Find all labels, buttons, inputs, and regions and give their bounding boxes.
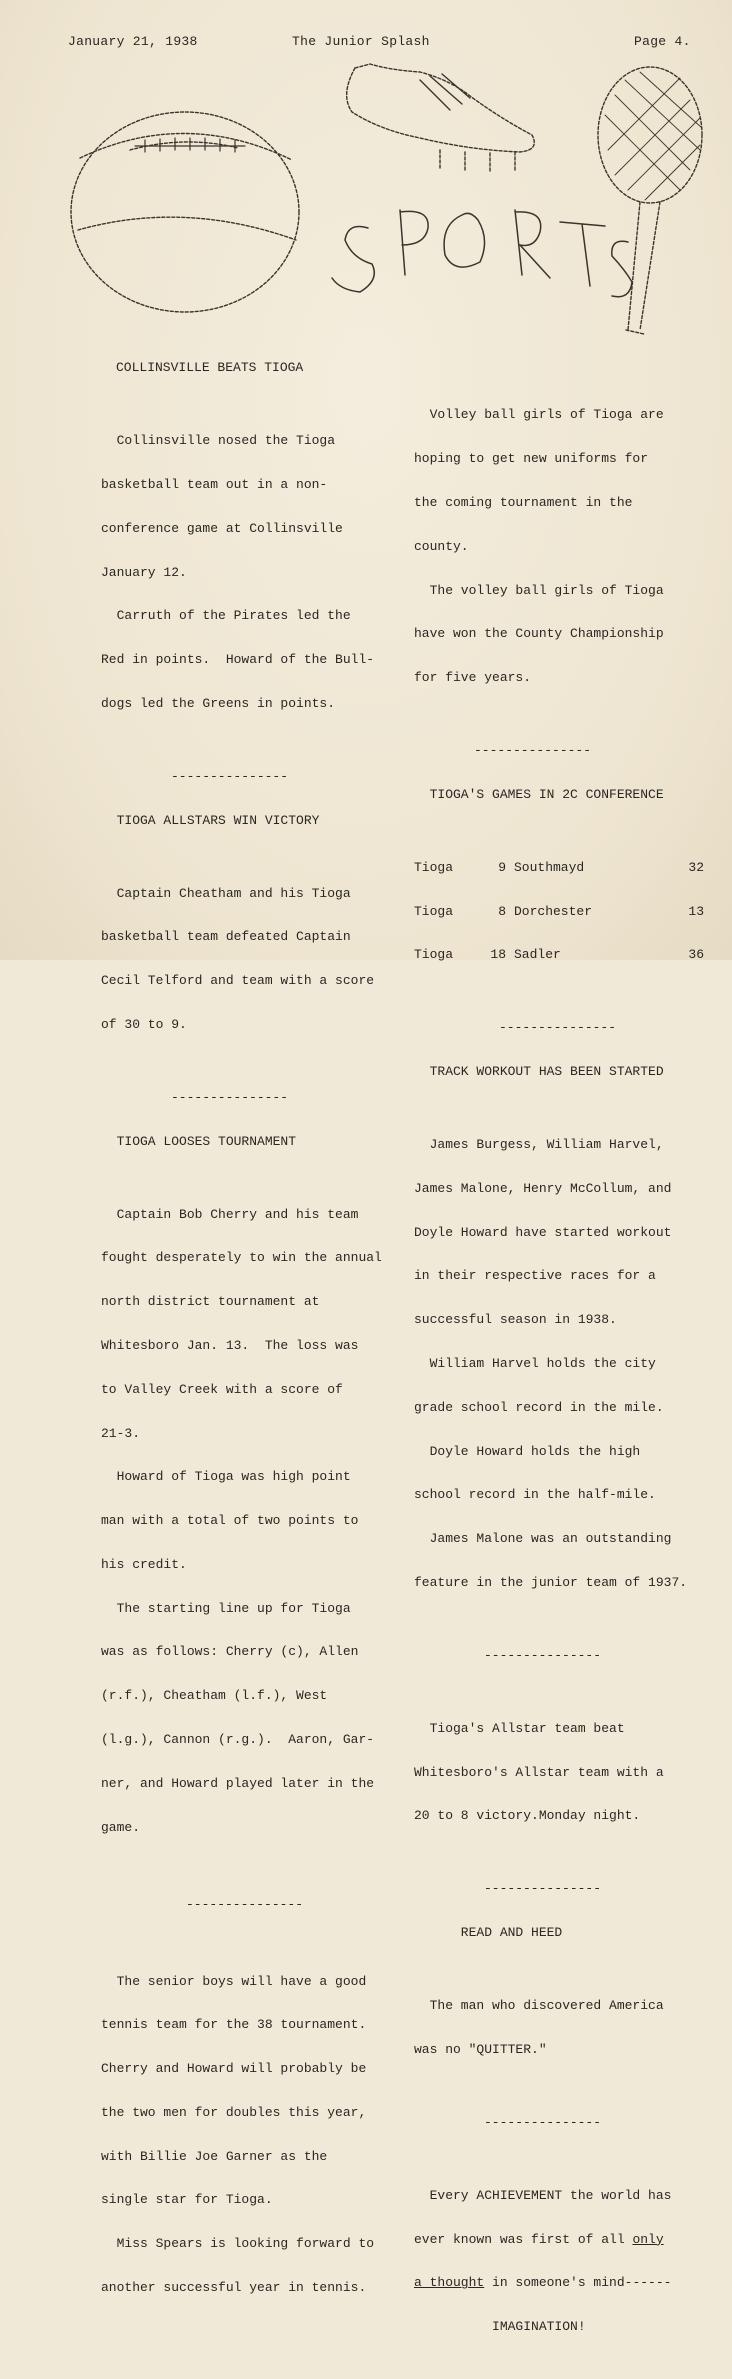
table-row <box>414 948 704 963</box>
separator: --------------- <box>474 743 592 759</box>
text-line <box>414 2276 704 2291</box>
track-shoe-icon <box>347 64 535 172</box>
right-column <box>414 350 704 2379</box>
newspaper-title: The Junior Splash <box>292 34 430 49</box>
score-cell: 18 <box>490 947 506 963</box>
article-tennis <box>101 1945 382 2324</box>
text-line: successful season in 1938. <box>414 1312 617 1328</box>
text-line: (l.g.), Cannon (r.g.). Aaron, Gar- <box>101 1732 375 1747</box>
games-table <box>414 832 704 993</box>
headline-tournament: TIOGA LOOSES TOURNAMENT <box>101 1133 297 1149</box>
opponent-cell: Dorchester <box>514 903 593 919</box>
text-line <box>414 2233 704 2248</box>
text-line: Doyle Howard holds the high <box>414 1443 641 1459</box>
text-line: Doyle Howard have started workout <box>414 1224 672 1240</box>
separator: --------------- <box>484 1881 602 1897</box>
text-line: with Billie Joe Garner as the <box>101 2148 328 2164</box>
text-line: for five years. <box>414 670 532 686</box>
text-line: man with a total of two points to <box>101 1513 359 1529</box>
text-line: dogs led the Greens in points. <box>101 695 336 711</box>
text-line: Whitesboro Jan. 13. The loss was <box>101 1337 359 1353</box>
team-cell: Tioga <box>414 947 454 963</box>
text-line: was no "QUITTER." <box>414 2041 547 2057</box>
separator: --------------- <box>499 1020 617 1036</box>
text-line: James Malone, Henry McCollum, and <box>414 1180 672 1196</box>
opponent-score-cell: 36 <box>688 947 704 963</box>
text-line: conference game at Collinsville <box>101 520 343 536</box>
text-line: his credit. <box>101 1556 187 1572</box>
underlined-text: a thought <box>414 2275 485 2291</box>
table-row <box>414 861 704 876</box>
separator: --------------- <box>186 1896 304 1912</box>
text-line: Tioga's Allstar team beat <box>414 1720 625 1736</box>
text-line: ner, and Howard played later in the <box>101 1775 375 1791</box>
underlined-text: only <box>632 2231 664 2247</box>
text-line: county. <box>414 538 469 554</box>
text-line: in their respective races for a <box>414 1268 656 1284</box>
separator: --------------- <box>484 2114 602 2130</box>
basketball-icon <box>71 112 299 312</box>
headline-read-and-heed: READ AND HEED <box>414 1925 563 1941</box>
text-line: The volley ball girls of Tioga <box>414 582 664 598</box>
separator: --------------- <box>171 768 289 784</box>
text-line: was as follows: Cherry (c), Allen <box>101 1644 359 1660</box>
table-row <box>414 905 704 920</box>
text-line: Captain Bob Cherry and his team <box>101 1206 359 1222</box>
opponent-score-cell: 13 <box>688 903 704 919</box>
tennis-racket-icon <box>598 67 702 334</box>
text-line: Miss Spears is looking forward to <box>101 2236 375 2252</box>
text-line: the coming tournament in the <box>414 494 633 510</box>
text-line: Carruth of the Pirates led the <box>101 608 351 624</box>
article-volleyball <box>414 379 704 715</box>
text-line: January 12. <box>101 564 187 580</box>
text-line: basketball team out in a non- <box>101 476 328 492</box>
text-line: have won the County Championship <box>414 626 664 642</box>
headline-allstars: TIOGA ALLSTARS WIN VICTORY <box>101 812 320 828</box>
text-line: James Malone was an outstanding <box>414 1531 672 1547</box>
team-cell: Tioga <box>414 859 454 875</box>
text-line: tennis team for the 38 tournament. <box>101 2017 367 2033</box>
text-line: the two men for doubles this year, <box>101 2104 367 2120</box>
text-line: Volley ball girls of Tioga are <box>414 407 664 423</box>
text-line: Cecil Telford and team with a score <box>101 973 375 989</box>
text-line: William Harvel holds the city <box>414 1355 656 1371</box>
team-cell: Tioga <box>414 903 454 919</box>
text-line: basketball team defeated Captain <box>101 929 351 945</box>
opponent-cell: Sadler <box>514 947 561 963</box>
separator: --------------- <box>484 1647 602 1663</box>
text-line: The senior boys will have a good <box>101 1973 367 1989</box>
text-line: single star for Tioga. <box>101 2192 273 2208</box>
score-cell: 9 <box>498 859 506 875</box>
text-line: school record in the half-mile. <box>414 1487 656 1503</box>
headline-collinsville: COLLINSVILLE BEATS TIOGA <box>116 360 304 376</box>
text-span: in someone's mind------ <box>484 2275 672 2291</box>
text-line: Red in points. Howard of the Bull- <box>101 652 375 668</box>
article-read-and-heed <box>414 1970 704 2087</box>
text-line: (r.f.), Cheatham (l.f.), West <box>101 1688 328 1704</box>
text-line: game. <box>101 1819 141 1835</box>
separator: --------------- <box>171 1089 289 1105</box>
article-track <box>414 1109 704 1620</box>
text-line: Collinsville nosed the Tioga <box>101 433 336 449</box>
text-line: another successful year in tennis. <box>101 2279 367 2295</box>
text-line: fought desperately to win the annual <box>101 1250 382 1266</box>
article-allstar-win <box>414 1693 704 1854</box>
article-allstars <box>101 857 382 1061</box>
article-imagination <box>414 2160 704 2364</box>
article-tournament <box>101 1178 382 1864</box>
text-line: feature in the junior team of 1937. <box>414 1574 688 1590</box>
headline-track: TRACK WORKOUT HAS BEEN STARTED <box>414 1064 664 1080</box>
score-cell: 8 <box>498 903 506 919</box>
text-line: 21-3. <box>101 1425 141 1441</box>
sports-lettering <box>332 210 632 297</box>
text-line: James Burgess, William Harvel, <box>414 1137 664 1153</box>
text-line: Whitesboro's Allstar team with a <box>414 1764 664 1780</box>
text-line: hoping to get new uniforms for <box>414 451 649 467</box>
page-number: Page 4. <box>634 34 691 49</box>
text-line: grade school record in the mile. <box>414 1399 664 1415</box>
text-line: of 30 to 9. <box>101 1016 187 1032</box>
opponent-cell: Southmayd <box>514 859 585 875</box>
text-line: The man who discovered America <box>414 1998 664 2014</box>
text-line: Cherry and Howard will probably be <box>101 2061 367 2077</box>
issue-date: January 21, 1938 <box>68 34 198 49</box>
text-line: IMAGINATION! <box>414 2319 586 2335</box>
article-collinsville <box>101 405 382 741</box>
text-line: 20 to 8 victory.Monday night. <box>414 1808 641 1824</box>
text-line: to Valley Creek with a score of <box>101 1381 343 1397</box>
text-line: The starting line up for Tioga <box>101 1600 351 1616</box>
text-line: Every ACHIEVEMENT the world has <box>414 2187 672 2203</box>
headline-conference-games: TIOGA'S GAMES IN 2C CONFERENCE <box>414 786 664 802</box>
text-line: north district tournament at <box>101 1294 320 1310</box>
text-line: Howard of Tioga was high point <box>101 1469 351 1485</box>
text-line: Captain Cheatham and his Tioga <box>101 885 351 901</box>
left-column <box>101 332 382 2339</box>
text-span: ever known was first of all <box>414 2231 633 2247</box>
opponent-score-cell: 32 <box>688 859 704 875</box>
